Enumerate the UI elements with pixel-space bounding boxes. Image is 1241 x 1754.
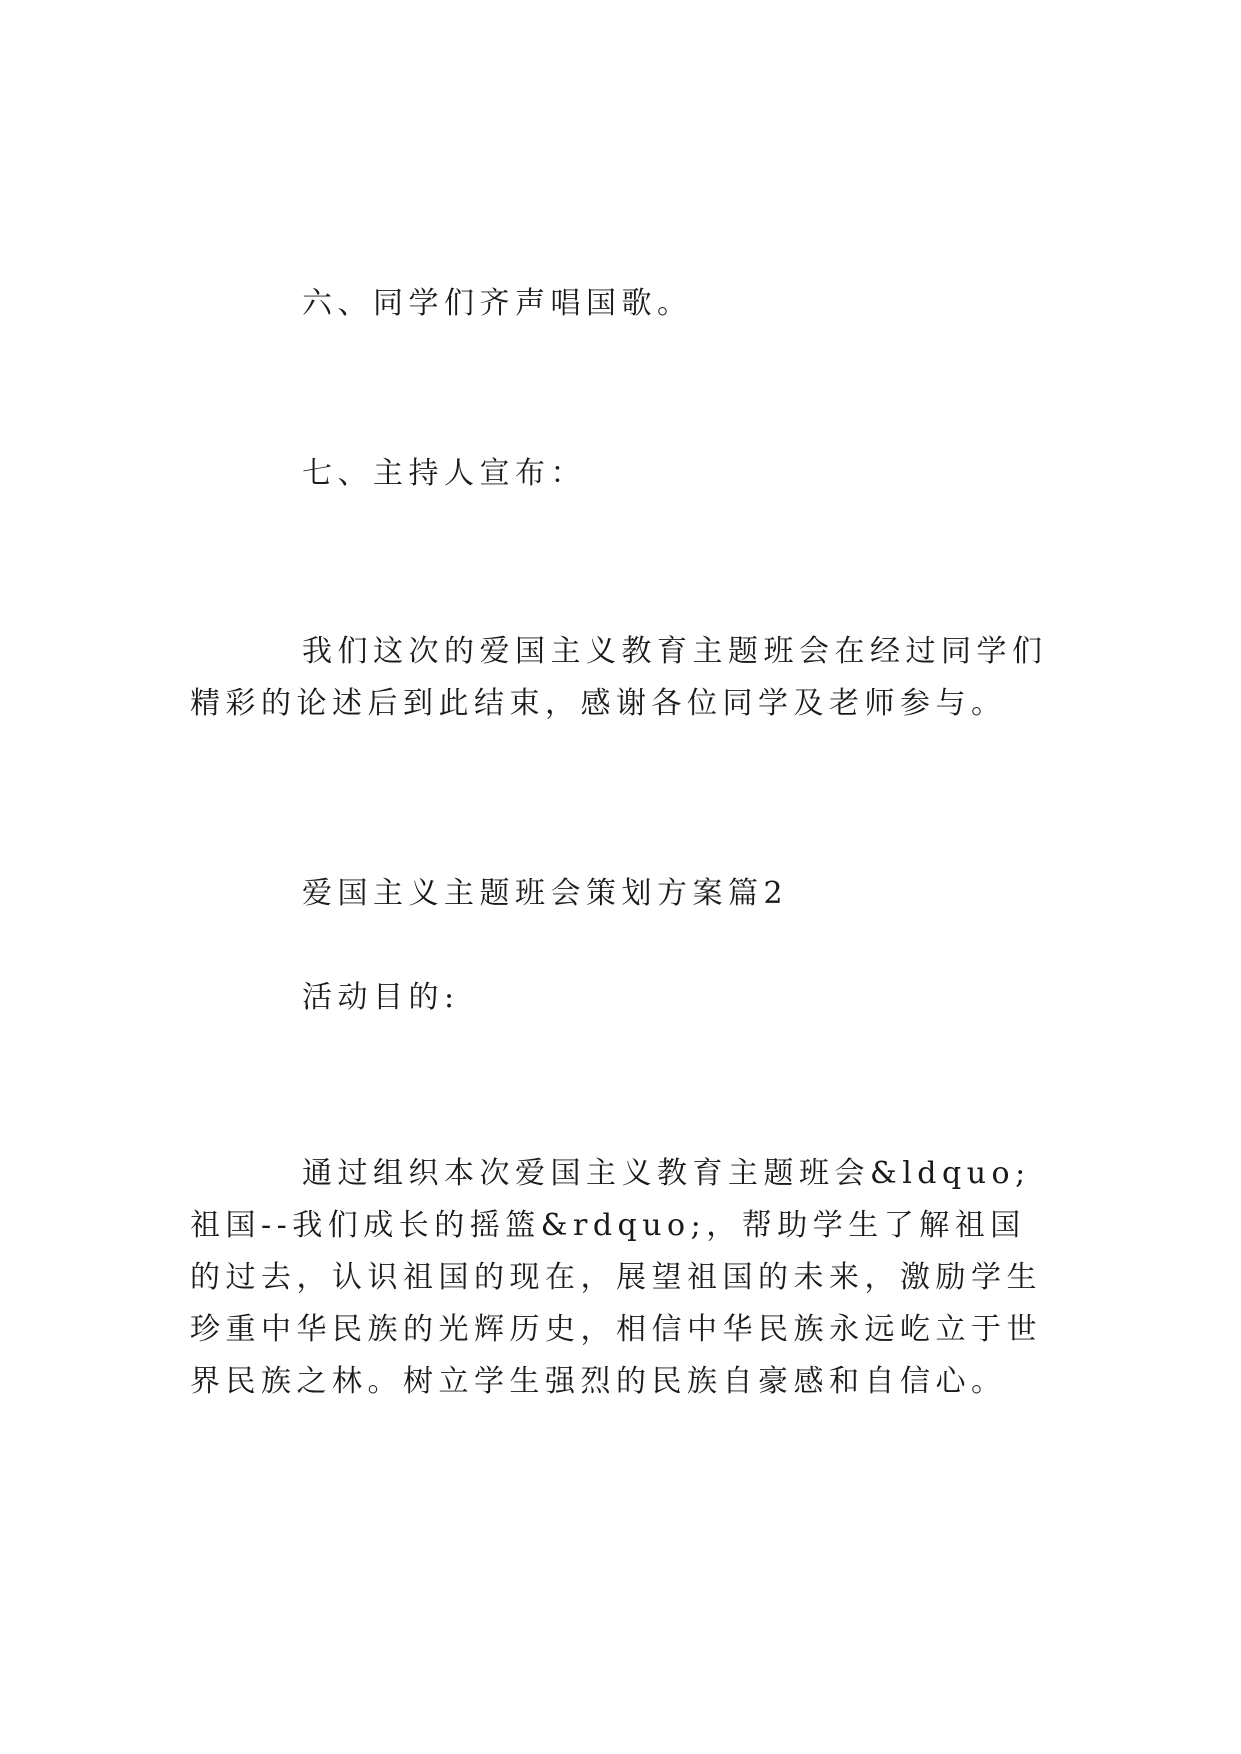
paragraph-host-announces: 七、主持人宣布： [302, 456, 586, 491]
section-heading: 爱国主义主题班会策划方案篇2 [302, 876, 789, 911]
paragraph-closing-remarks: 我们这次的爱国主义教育主题班会在经过同学们精彩的论述后到此结束，感谢各位同学及老师参与。 [190, 634, 1048, 721]
activity-purpose-body: 通过组织本次爱国主义教育主题班会&ldquo;祖国--我们成长的摇篮&rdquo;，帮助学生了解祖国的过去，认识祖国的现在，展望祖国的未来，激励学生珍重中华民族的光辉历史，相信中华民族永远屹立于世界民族之林。树立学生强烈的民族自豪感和自信心。 [190, 1156, 1042, 1399]
activity-purpose-label: 活动目的: [302, 980, 460, 1015]
paragraph-national-anthem: 六、同学们齐声唱国歌。 [302, 286, 693, 321]
